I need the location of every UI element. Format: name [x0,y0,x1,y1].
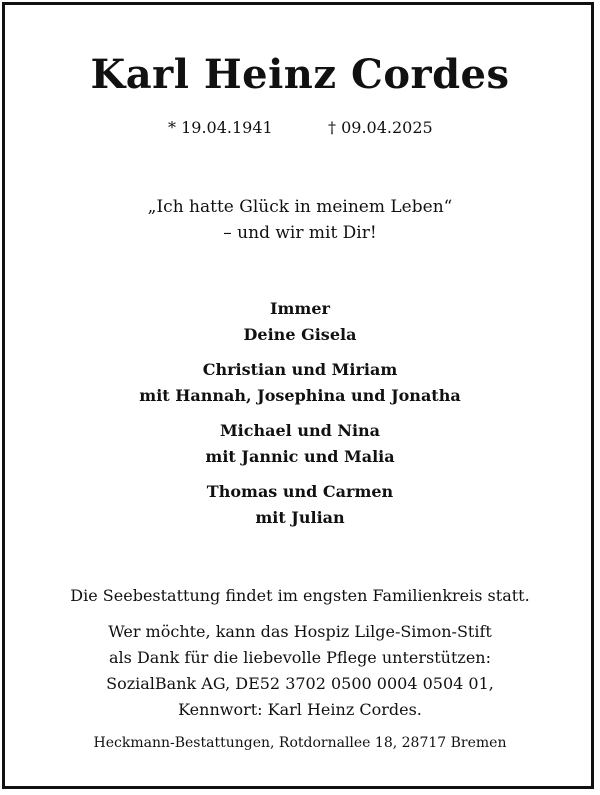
funeral-home-address: Heckmann-Bestattungen, Rotdornallee 18, 28717 Bremen [93,735,507,751]
memorial-quote [0,194,600,246]
donation-request [0,619,600,723]
quote-line-1: „Ich hatte Glück in meinem Leben“ [147,197,453,217]
donation-bank-details: SozialBank AG, DE52 3702 0500 0004 0504 01, [106,674,494,693]
quote-line-2: – und wir mit Dir! [223,223,377,243]
deceased-name: Karl Heinz Cordes [90,51,510,98]
mourner-line: Deine Gisela [243,325,357,344]
mourner-line: mit Jannic und Malia [205,447,395,466]
mourner-group [0,296,600,348]
mourner-line: mit Hannah, Josephina und Jonatha [139,386,461,405]
mourner-line: mit Julian [255,508,345,527]
mourner-group [0,418,600,470]
mourner-group [0,479,600,531]
burial-notice: Die Seebestattung findet im engsten Familienkreis statt. [70,586,530,605]
mourner-line: Michael und Nina [219,421,381,440]
mourner-group [0,357,600,409]
donation-line: Wer möchte, kann das Hospiz Lilge-Simon-Stift [108,622,492,641]
mourner-line: Immer [270,299,330,318]
mourner-line: Thomas und Carmen [206,482,394,501]
mourner-line: Christian und Miriam [202,360,398,379]
birth-date: * 19.04.1941 [168,118,273,137]
donation-reference: Kennwort: Karl Heinz Cordes. [178,700,422,719]
donation-line: als Dank für die liebevolle Pflege unterstützen: [109,648,491,667]
death-date: † 09.04.2025 [328,118,433,137]
mourners-list [0,296,600,540]
